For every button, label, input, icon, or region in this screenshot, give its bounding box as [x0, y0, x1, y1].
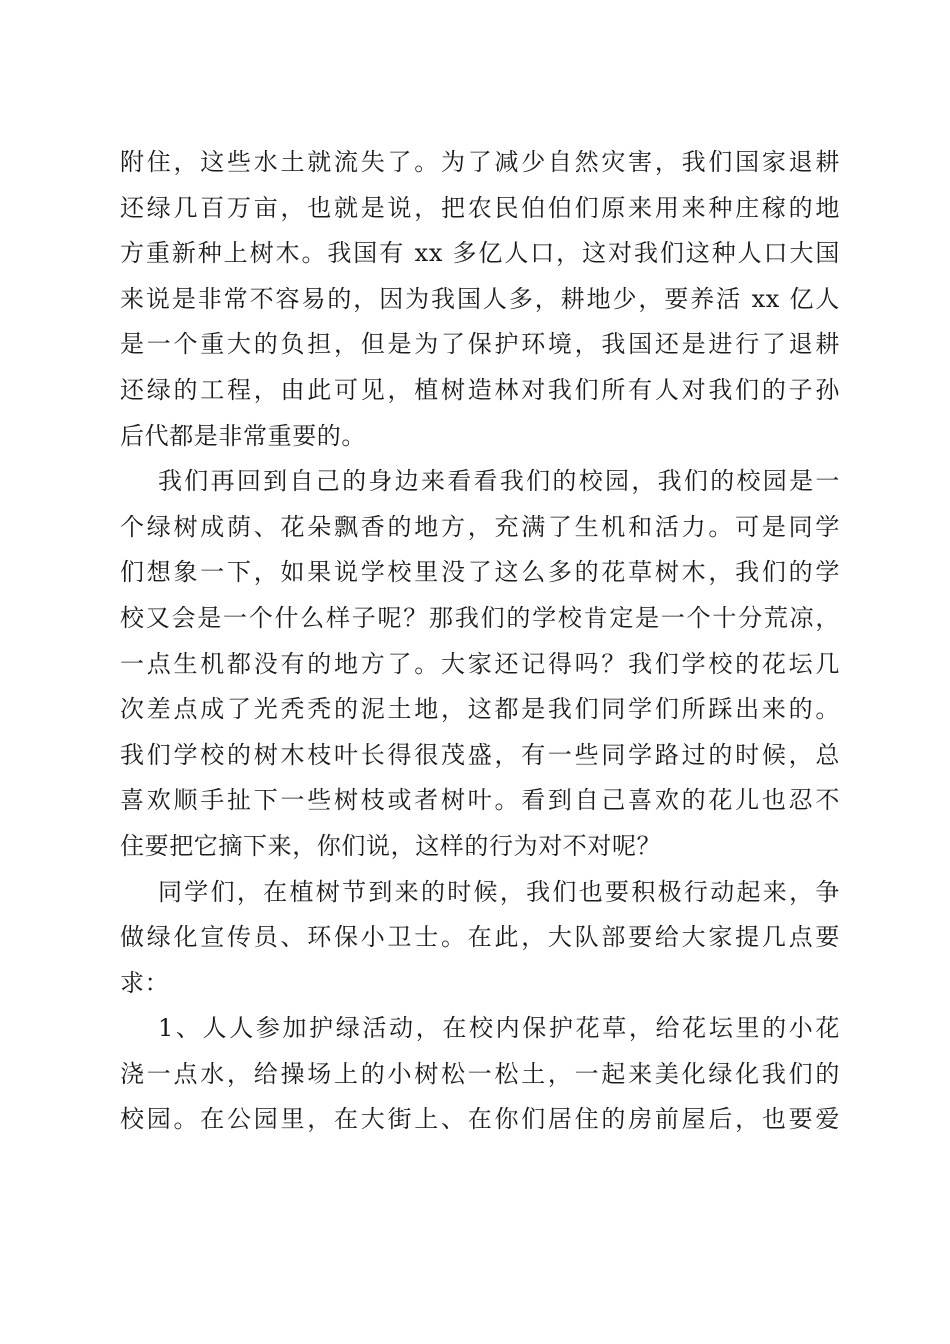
paragraph-2-line-9: 住要把它摘下来，你们说，这样的行为对不对呢？: [120, 831, 662, 860]
paragraph-1-line-1: 附住，这些水土就流失了。为了减少自然灾害，我们国家退耕: [120, 148, 840, 176]
paragraph-1-line-2: 还绿几百万亩，也就是说，把农民伯伯们原来用来种庄稼的地: [120, 193, 840, 222]
paragraph-1-line-6: 还绿的工程，由此可见，植树造林对我们所有人对我们的子孙: [120, 375, 840, 404]
document-body: [120, 140, 840, 1143]
paragraph-3-line-2: 做绿化宣传员、环保小卫士。在此，大队部要给大家提几点要: [120, 923, 840, 952]
list-item-1-line-2: 浇一点水，给操场上的小树松一松土，一起来美化绿化我们的: [120, 1059, 840, 1088]
paragraph-1-line-3: 方重新种上树木。我国有 xx 多亿人口，这对我们这种人口大国: [120, 239, 840, 268]
paragraph-2-line-1: 我们再回到自己的身边来看看我们的校园，我们的校园是一: [158, 467, 840, 496]
paragraph-2-line-3: 们想象一下，如果说学校里没了这么多的花草树木，我们的学: [120, 558, 840, 587]
list-item-1-line-3: 校园。在公园里，在大街上、在你们居住的房前屋后，也要爱: [120, 1105, 840, 1134]
paragraph-2-line-2: 个绿树成荫、花朵飘香的地方，充满了生机和活力。可是同学: [120, 512, 840, 541]
paragraph-2-line-5: 一点生机都没有的地方了。大家还记得吗？我们学校的花坛几: [120, 649, 840, 678]
paragraph-3-line-1: 同学们，在植树节到来的时候，我们也要积极行动起来，争: [158, 877, 840, 906]
paragraph-3-line-3: 求：: [120, 968, 170, 997]
paragraph-2-line-7: 我们学校的树木枝叶长得很茂盛，有一些同学路过的时候，总: [120, 740, 840, 769]
paragraph-1-line-7: 后代都是非常重要的。: [120, 421, 366, 450]
paragraph-1-line-5: 是一个重大的负担，但是为了保护环境，我国还是进行了退耕: [120, 330, 840, 359]
paragraph-2-line-6: 次差点成了光秃秃的泥土地，这都是我们同学们所踩出来的。: [120, 695, 840, 724]
paragraph-2-line-8: 喜欢顺手扯下一些树枝或者树叶。看到自己喜欢的花儿也忍不: [120, 786, 840, 815]
list-item-1-line-1: 1、人人参加护绿活动，在校内保护花草，给花坛里的小花: [158, 1014, 840, 1043]
paragraph-1-line-4: 来说是非常不容易的，因为我国人多，耕地少，要养活 xx 亿人: [120, 284, 840, 313]
paragraph-2-line-4: 校又会是一个什么样子呢？那我们的学校肯定是一个十分荒凉，: [120, 603, 840, 632]
